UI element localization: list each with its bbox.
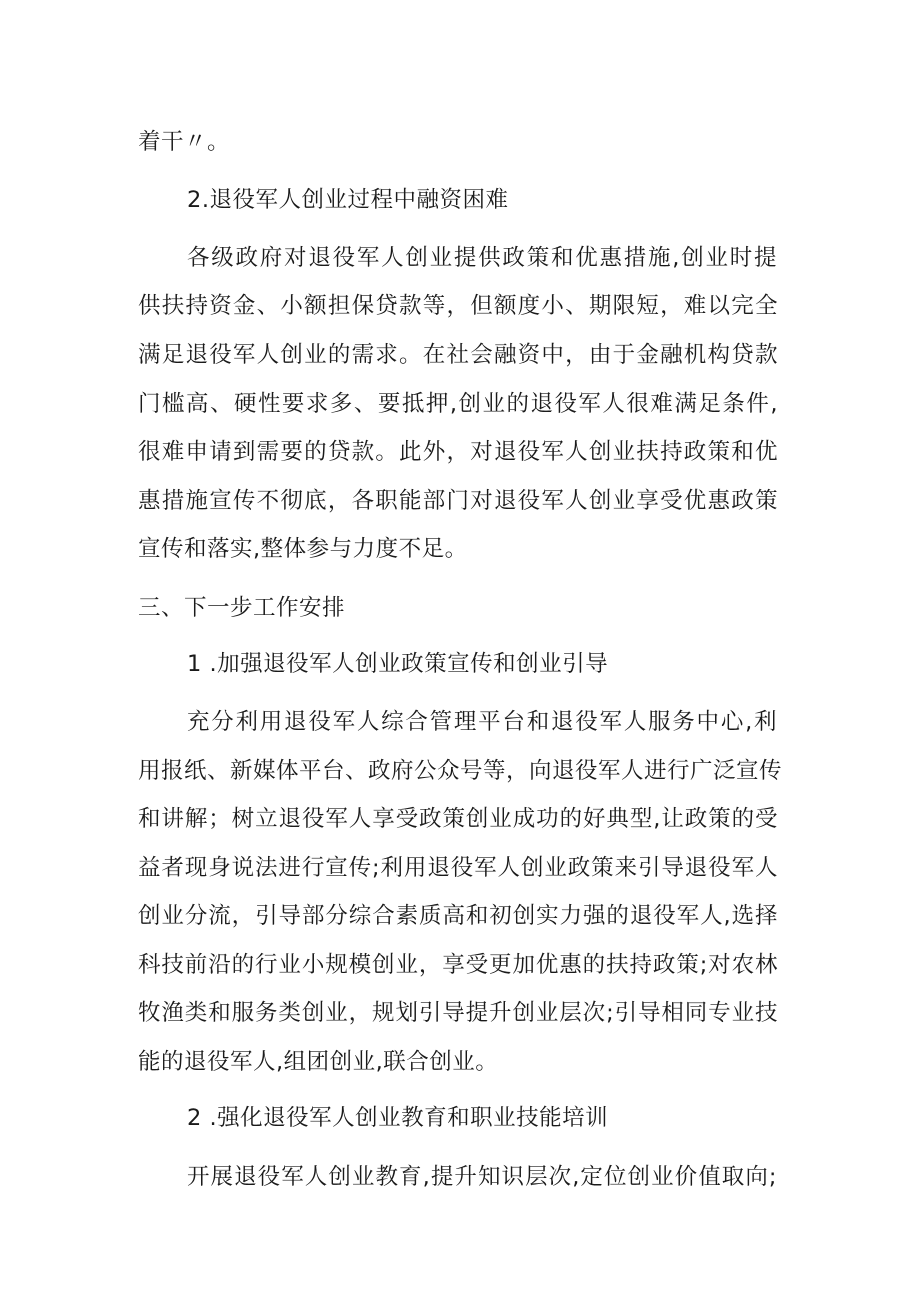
paragraph-line: 牧渔类和服务类创业，规划引导提升创业层次;引导相同专业技: [138, 1000, 778, 1026]
section-heading-next-steps: 三、下一步工作安排: [138, 595, 346, 621]
paragraph-line: 很难申请到需要的贷款。此外，对退役军人创业扶持政策和优: [138, 439, 778, 465]
paragraph-line: 开展退役军人创业教育,提升知识层次,定位创业价值取向;: [187, 1164, 777, 1190]
subheading-education-training: 2 .强化退役军人创业教育和职业技能培训: [187, 1105, 609, 1131]
subheading-financing-difficulty: 2.退役军人创业过程中融资困难: [187, 187, 509, 213]
paragraph-line: 惠措施宣传不彻底，各职能部门对退役军人创业享受优惠政策: [138, 488, 778, 514]
paragraph-line: 宣传和落实,整体参与力度不足。: [138, 536, 468, 562]
subheading-publicity-guidance: 1 .加强退役军人创业政策宣传和创业引导: [187, 651, 609, 677]
paragraph-line: 满足退役军人创业的需求。在社会融资中，由于金融机构贷款: [138, 342, 778, 368]
paragraph-line: 益者现身说法进行宣传;利用退役军人创业政策来引导退役军人: [138, 855, 778, 881]
paragraph-line: 科技前沿的行业小规模创业，享受更加优惠的扶持政策;对农林: [138, 952, 778, 978]
paragraph-line: 门槛高、硬性要求多、要抵押,创业的退役军人很难满足条件,: [138, 391, 778, 417]
paragraph-line: 和讲解；树立退役军人享受政策创业成功的好典型,让政策的受: [138, 806, 778, 832]
paragraph-line: 供扶持资金、小额担保贷款等，但额度小、期限短，难以完全: [138, 293, 778, 319]
paragraph-line: 用报纸、新媒体平台、政府公众号等，向退役军人进行广泛宣传: [138, 758, 783, 784]
paragraph-line: 能的退役军人,组团创业,联合创业。: [138, 1049, 499, 1075]
paragraph-line: 创业分流，引导部分综合素质高和初创实力强的退役军人,选择: [138, 903, 778, 929]
paragraph-line: 各级政府对退役军人创业提供政策和优惠措施,创业时提: [187, 245, 777, 271]
paragraph-line: 充分利用退役军人综合管理平台和退役军人服务中心,利: [187, 709, 777, 735]
paragraph-continuation: 着干〃。: [138, 129, 231, 155]
